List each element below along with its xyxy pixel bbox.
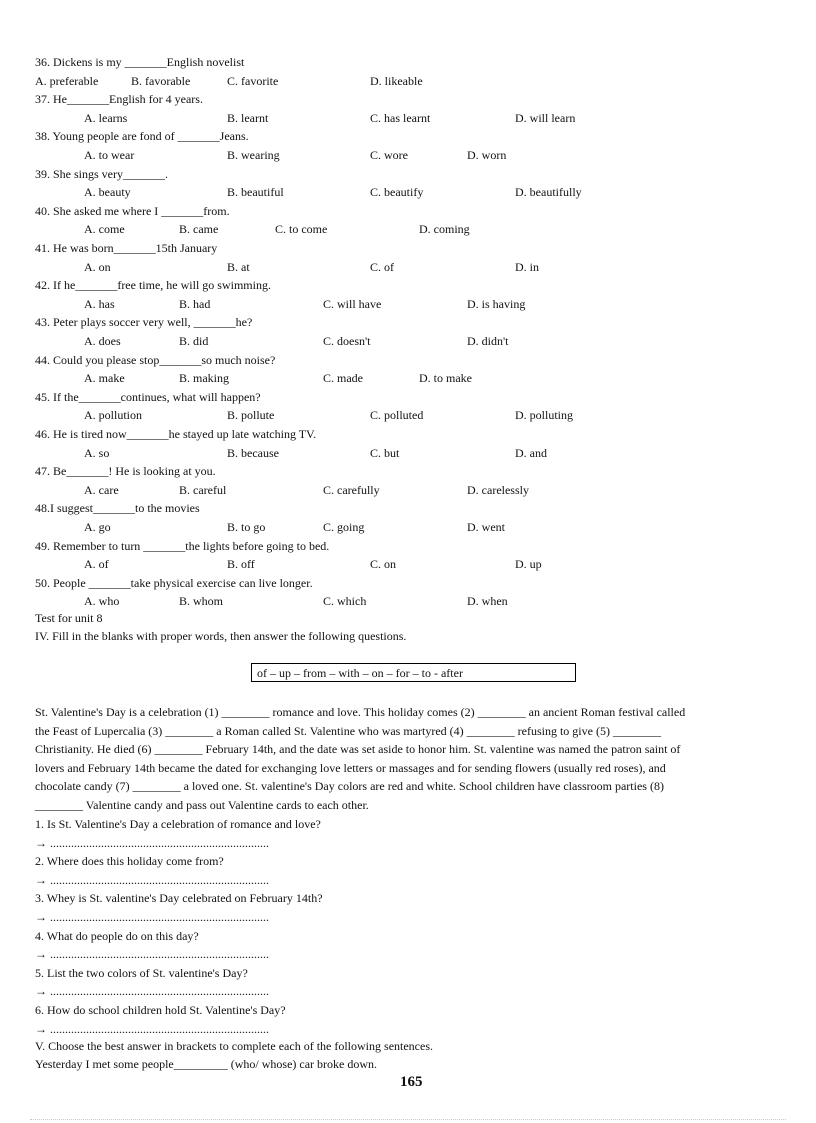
answer-option: D. when (467, 594, 508, 609)
answer-option: D. likeable (370, 73, 423, 88)
answer-option: B. careful (179, 482, 227, 497)
comprehension-question: 2. Where does this holiday come from? (35, 854, 224, 869)
answer-option: A. go (84, 520, 111, 534)
answer-option: D. and (515, 445, 547, 460)
answer-option: C. on (370, 557, 397, 572)
answer-option: D. coming (419, 222, 470, 237)
answer-line: → ......................................................................... (35, 1021, 269, 1036)
answer-option: C. made (323, 371, 363, 386)
answer-option: B. came (179, 222, 219, 237)
answer-option: A. learns (84, 110, 128, 125)
comprehension-question: 6. How do school children hold St. Valentine's Day? (35, 1003, 286, 1017)
answer-option: A. has (84, 296, 115, 311)
answer-option: B. favorable (131, 73, 191, 88)
word-bank-text: of – up – from – with – on – for – to - after (257, 666, 463, 680)
question-text: 42. If he_______free time, he will go swimming. (35, 278, 271, 293)
answer-option: D. is having (467, 296, 526, 311)
answer-option: B. at (227, 259, 250, 274)
question-text: 45. If the_______continues, what will happen? (35, 389, 261, 404)
answer-option: A. preferable (35, 73, 99, 88)
page-divider (30, 1119, 786, 1120)
answer-option: A. on (84, 259, 111, 274)
answer-option: C. polluted (370, 408, 424, 423)
question-text: 38. Young people are fond of _______Jeans. (35, 129, 249, 144)
answer-line: → ......................................................................... (35, 984, 269, 999)
answer-option: A. of (84, 557, 109, 572)
answer-option: C. beautify (370, 185, 424, 200)
answer-option: B. beautiful (227, 185, 284, 200)
answer-option: A. to wear (84, 148, 135, 162)
answer-line: → ......................................................................... (35, 910, 269, 924)
answer-option: C. favorite (227, 73, 279, 88)
answer-option: C. to come (275, 222, 328, 237)
question-text: 46. He is tired now_______he stayed up late watching TV. (35, 427, 317, 441)
passage-line: chocolate candy (7) ________ a loved one. St. valentine's Day colors are red and white. School children have classroom parties (8) (35, 779, 664, 794)
answer-option: B. learnt (227, 110, 269, 125)
answer-option: C. wore (370, 148, 408, 162)
section-heading: V. Choose the best answer in brackets to complete each of the following sentences. (35, 1039, 433, 1053)
question-text: 39. She sings very_______. (35, 166, 168, 181)
answer-option: A. does (84, 334, 121, 348)
answer-option: A. who (84, 594, 120, 609)
answer-option: B. because (227, 445, 279, 460)
answer-option: B. did (179, 334, 209, 348)
answer-option: B. wearing (227, 148, 280, 162)
passage-line: Christianity. He died (6) ________ February 14th, and the date was set aside to honor him. St. valentine was named the patron saint of (35, 742, 681, 757)
answer-option: C. which (323, 594, 367, 609)
answer-option: D. to make (419, 371, 472, 386)
answer-option: D. didn't (467, 334, 509, 348)
comprehension-question: 1. Is St. Valentine's Day a celebration of romance and love? (35, 817, 321, 831)
answer-option: C. going (323, 520, 365, 534)
answer-option: C. but (370, 445, 400, 460)
answer-option: C. doesn't (323, 334, 371, 348)
answer-option: D. up (515, 557, 542, 572)
answer-option: D. beautifully (515, 185, 582, 200)
answer-option: B. pollute (227, 408, 275, 423)
answer-line: → ......................................................................... (35, 872, 269, 887)
comprehension-question: 5. List the two colors of St. valentine's Day? (35, 965, 248, 980)
question-text: 48.I suggest_______to the movies (35, 501, 200, 516)
answer-option: B. to go (227, 520, 266, 534)
question-text: 49. Remember to turn _______the lights before going to bed. (35, 538, 330, 553)
answer-option: C. has learnt (370, 110, 431, 125)
answer-option: B. making (179, 371, 229, 386)
answer-option: D. went (467, 520, 505, 534)
answer-option: D. worn (467, 148, 507, 162)
word-bank-box (251, 663, 576, 682)
answer-option: C. will have (323, 296, 382, 311)
answer-option: B. had (179, 296, 211, 311)
question-text: Yesterday I met some people_________ (who/ whose) car broke down. (35, 1057, 378, 1071)
answer-option: B. off (227, 557, 255, 572)
answer-line: → ......................................................................... (35, 947, 269, 962)
answer-option: A. beauty (84, 185, 131, 200)
comprehension-question: 4. What do people do on this day? (35, 928, 199, 943)
question-text: 50. People _______take physical exercise can live longer. (35, 575, 313, 590)
passage-line: lovers and February 14th became the dated for exchanging love letters or massages and for sending flowers (usually red roses), and (35, 760, 666, 775)
answer-option: C. carefully (323, 482, 380, 497)
section-heading: IV. Fill in the blanks with proper words, then answer the following questions. (35, 629, 407, 643)
question-text: 41. He was born_______15th January (35, 241, 218, 255)
comprehension-question: 3. Whey is St. valentine's Day celebrated on February 14th? (35, 891, 323, 906)
question-text: 44. Could you please stop_______so much noise? (35, 352, 276, 367)
page-number: 165 (400, 1074, 423, 1090)
answer-option: C. of (370, 259, 394, 274)
answer-option: A. make (84, 371, 125, 386)
answer-option: A. so (84, 445, 110, 460)
answer-option: B. whom (179, 594, 224, 609)
question-text: 37. He_______English for 4 years. (35, 92, 203, 107)
answer-line: → ......................................................................... (35, 835, 269, 850)
question-text: 43. Peter plays soccer very well, _______he? (35, 315, 253, 330)
answer-option: D. will learn (515, 110, 576, 125)
answer-option: D. in (515, 259, 539, 274)
unit-title: Test for unit 8 (35, 611, 103, 625)
answer-option: D. carelessly (467, 482, 529, 497)
answer-option: A. care (84, 482, 119, 497)
passage-line: the Feast of Lupercalia (3) ________ a Roman called St. Valentine who was martyred (4) ________ refusing to give (5) ________ (35, 723, 661, 738)
answer-option: A. pollution (84, 408, 143, 423)
answer-option: A. come (84, 222, 125, 237)
passage-line: St. Valentine's Day is a celebration (1) ________ romance and love. This holiday comes (2) ________ an ancient Roman festival called (35, 705, 686, 719)
question-text: 40. She asked me where I _______from. (35, 203, 230, 218)
passage-line: ________ Valentine candy and pass out Valentine cards to each other. (35, 798, 369, 812)
question-text: 36. Dickens is my _______English novelist (35, 55, 245, 69)
question-text: 47. Be_______! He is looking at you. (35, 464, 216, 479)
answer-option: D. polluting (515, 408, 574, 423)
